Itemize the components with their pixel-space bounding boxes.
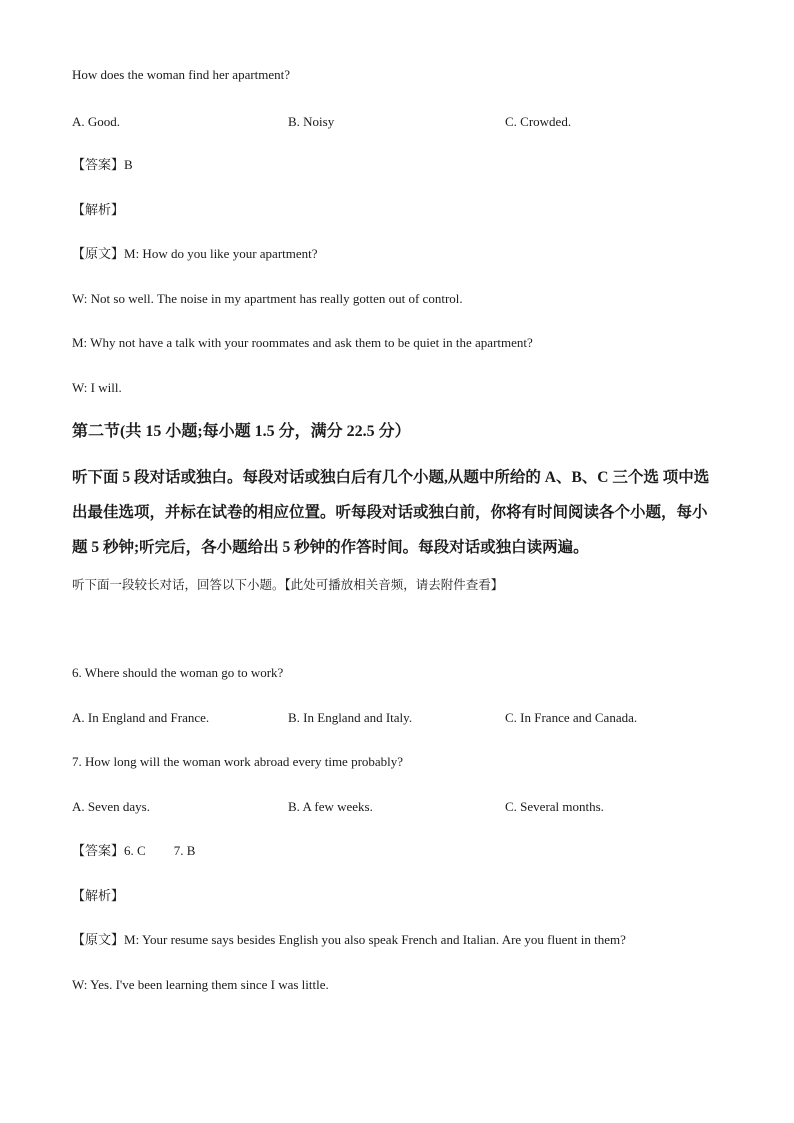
transcript-tag: 【原文】: [72, 933, 125, 948]
q5-transcript-line-4: W: I will.: [72, 380, 122, 395]
q67-answer-line: [72, 842, 195, 861]
answer-6: 6. C: [124, 843, 146, 858]
q5-transcript-line-3: M: Why not have a talk with your roommates and ask them to be quiet in the apartment?: [72, 335, 533, 350]
q7-option-c: C. Several months.: [505, 799, 604, 814]
question-7-text: 7. How long will the woman work abroad every time probably?: [72, 754, 404, 769]
q5-option-b: B. Noisy: [288, 114, 335, 129]
q5-option-a: A. Good.: [72, 114, 121, 129]
document-page: [72, 0, 732, 1123]
q6-option-c: C. In France and Canada.: [505, 710, 638, 725]
q7-option-b: B. A few weeks.: [288, 799, 373, 814]
answer-tag: 【答案】: [72, 158, 125, 173]
q5-answer-line: [72, 156, 133, 175]
q6-option-a: A. In England and France.: [72, 710, 210, 725]
q5-transcript-text-1: M: How do you like your apartment?: [124, 246, 318, 261]
q67-transcript-text-1: M: Your resume says besides English you also speak French and Italian. Are you fluent in them?: [124, 932, 626, 947]
q6-option-b: B. In England and Italy.: [288, 710, 413, 725]
section-2-heading: 第二节(共 15 小题;每小题 1.5 分，满分 22.5 分）: [72, 423, 411, 440]
answer-7: 7. B: [173, 843, 196, 858]
question-5-text: How does the woman find her apartment?: [72, 67, 291, 82]
question-6-text: 6. Where should the woman go to work?: [72, 665, 284, 680]
q67-transcript-line-1: [72, 931, 626, 950]
q5-answer: B: [124, 157, 133, 172]
q5-analysis-line: [72, 201, 124, 220]
q5-transcript-line-1: [72, 245, 318, 264]
q5-option-c: C. Crowded.: [505, 114, 572, 129]
q67-analysis-line: [72, 887, 124, 906]
transcript-tag: 【原文】: [72, 247, 125, 262]
q67-transcript-line-2: W: Yes. I've been learning them since I was little.: [72, 977, 329, 992]
answer-tag: 【答案】: [72, 844, 125, 859]
analysis-tag: 【解析】: [72, 889, 125, 904]
q7-option-a: A. Seven days.: [72, 799, 150, 814]
section-2-prompt: 听下面一段较长对话，回答以下小题。【此处可播放相关音频，请去附件查看】: [72, 577, 504, 592]
section-2-instructions: 听下面 5 段对话或独白。每段对话或独白后有几个小题,从题中所给的 A、B、C 三个选 项中选出最佳选项，并标在试卷的相应位置。听每段对话或独白前，你将有时间阅读各个小题，每小题 5 秒钟;听完后，各小题给出 5 秒钟的作答时间。每段对话或独白读两遍。: [72, 469, 710, 556]
analysis-tag: 【解析】: [72, 203, 125, 218]
q5-transcript-line-2: W: Not so well. The noise in my apartment has really gotten out of control.: [72, 291, 463, 306]
